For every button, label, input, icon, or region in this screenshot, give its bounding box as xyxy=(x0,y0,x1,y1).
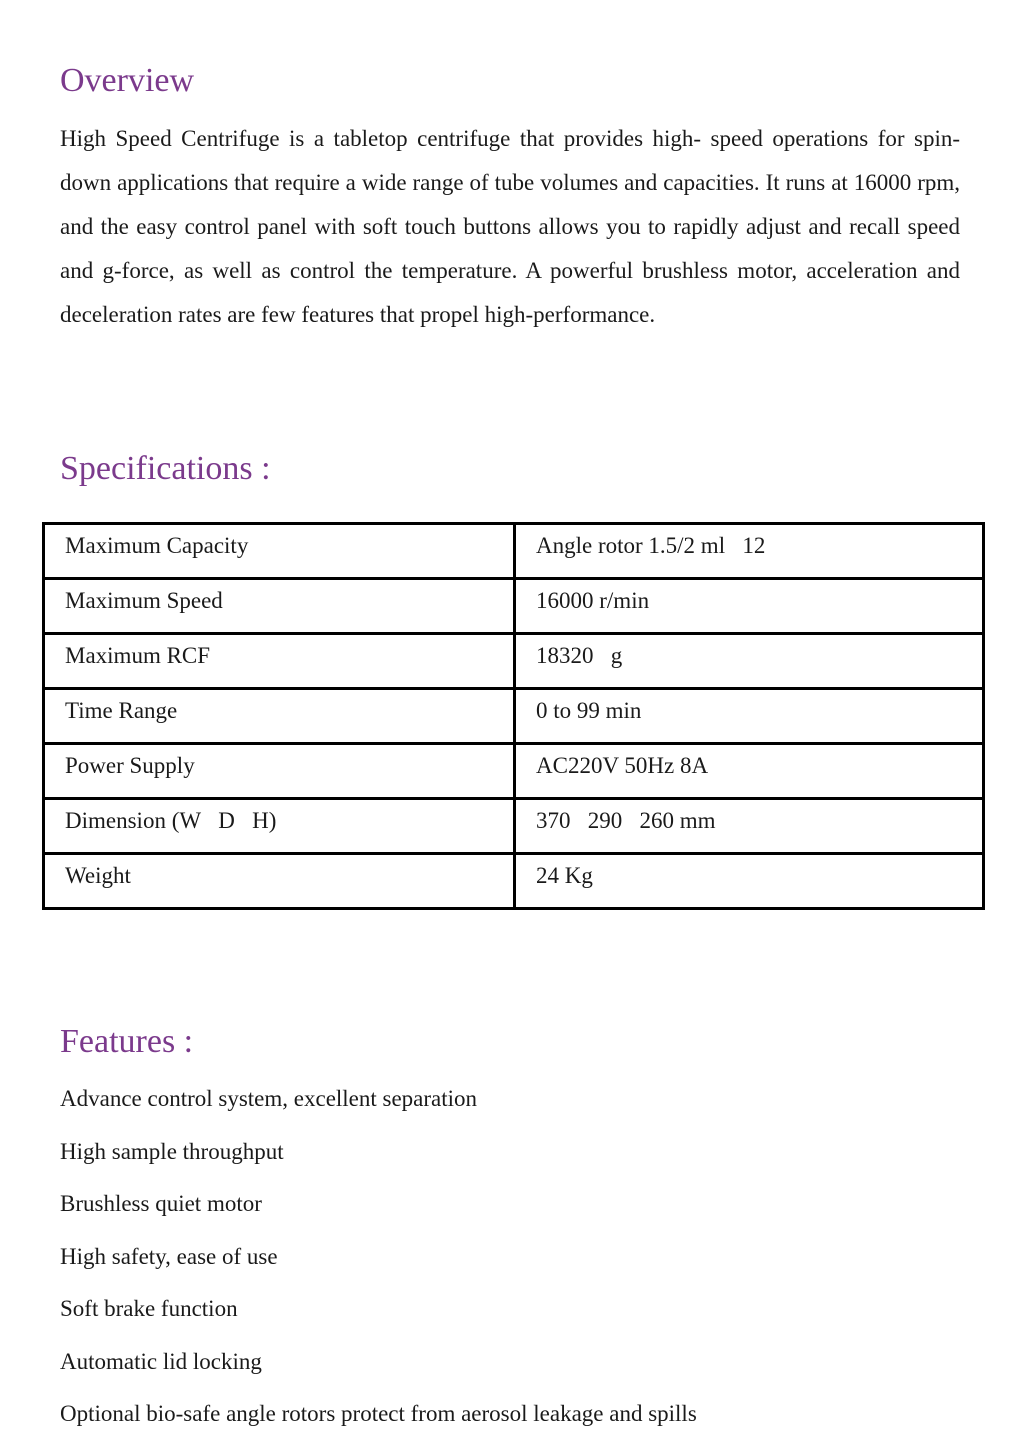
table-row xyxy=(44,524,984,579)
spec-label: Dimension (W D H) xyxy=(65,808,277,833)
overview-heading: Overview xyxy=(60,62,195,99)
spec-label-cell xyxy=(44,744,515,799)
spec-value: 24 Kg xyxy=(536,863,593,888)
features-list xyxy=(60,1079,980,1447)
spec-value-cell xyxy=(515,579,984,634)
spec-value: 370 290 260 mm xyxy=(536,808,716,833)
table-row xyxy=(44,854,984,909)
spec-label: Maximum Speed xyxy=(65,588,223,613)
spec-value-cell xyxy=(515,744,984,799)
spec-value-cell xyxy=(515,689,984,744)
table-row xyxy=(44,579,984,634)
spec-label-cell xyxy=(44,634,515,689)
spec-label: Maximum RCF xyxy=(65,643,211,668)
table-row xyxy=(44,744,984,799)
spec-value-cell xyxy=(515,854,984,909)
list-item: Optional bio-safe angle rotors protect from aerosol leakage and spills xyxy=(60,1401,697,1426)
list-item: Advance control system, excellent separation xyxy=(60,1086,478,1111)
table-row xyxy=(44,634,984,689)
spec-value-cell xyxy=(515,799,984,854)
spec-label-cell xyxy=(44,689,515,744)
features-heading: Features : xyxy=(60,1023,194,1060)
spec-label: Maximum Capacity xyxy=(65,533,249,558)
specifications-heading: Specifications : xyxy=(60,450,271,487)
list-item: Soft brake function xyxy=(60,1296,238,1321)
list-item: High safety, ease of use xyxy=(60,1243,278,1269)
spec-label-cell xyxy=(44,854,515,909)
spec-label: Time Range xyxy=(65,698,178,723)
spec-value: 18320 g xyxy=(536,643,623,668)
spec-value: AC220V 50Hz 8A xyxy=(536,753,709,778)
spec-value-cell xyxy=(515,524,984,579)
spec-value: Angle rotor 1.5/2 ml 12 xyxy=(536,533,766,558)
list-item: High sample throughput xyxy=(60,1138,284,1164)
spec-label-cell xyxy=(44,524,515,579)
spec-value-cell xyxy=(515,634,984,689)
table-row xyxy=(44,799,984,854)
list-item: Automatic lid locking xyxy=(60,1348,262,1374)
spec-value: 0 to 99 min xyxy=(536,698,642,723)
spec-label: Power Supply xyxy=(65,753,195,778)
overview-paragraph: High Speed Centrifuge is a tabletop centrifuge that provides high- speed operations for spin-down applications that require a wide range of tube volumes and capacities. It runs at 16000 rpm, and the easy control panel with soft touch buttons allows you to rapidly adjust and recall speed and g-force, as well as control the temperature. A powerful brushless motor, acceleration and deceleration rates are few features that propel high-performance. xyxy=(60,126,960,327)
spec-label-cell xyxy=(44,579,515,634)
list-item: Brushless quiet motor xyxy=(60,1191,262,1216)
table-row xyxy=(44,689,984,744)
spec-label: Weight xyxy=(65,863,131,888)
specifications-table xyxy=(42,522,985,910)
spec-value: 16000 r/min xyxy=(536,588,650,613)
spec-label-cell xyxy=(44,799,515,854)
